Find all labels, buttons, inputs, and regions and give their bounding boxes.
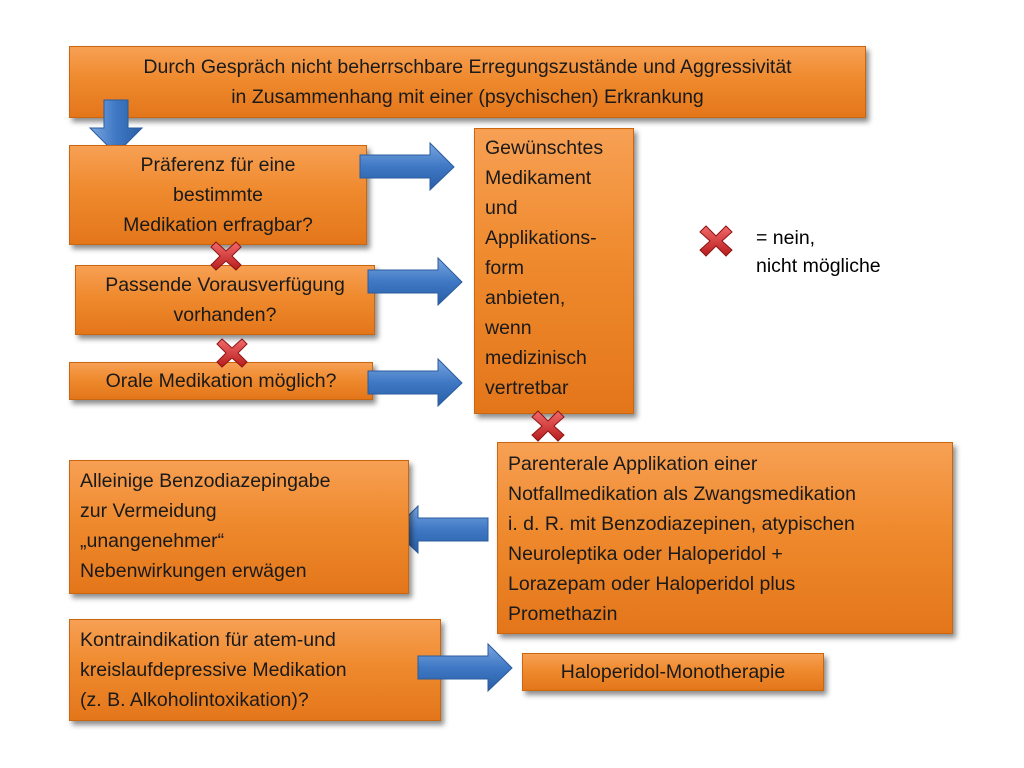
desired-line: vertretbar [485,377,569,399]
advance-directive-line2: vorhanden? [173,304,277,326]
advance-directive-node [75,265,375,335]
no-cross-icon [207,238,245,274]
benzo-line: Alleinige Benzodiazepingabe [80,470,331,492]
right-arrow-icon [368,359,464,407]
legend-text [756,224,881,280]
parenteral-line: Notfallmedikation als Zwangsmedikation [508,483,856,505]
parenteral-line: Lorazepam oder Haloperidol plus [508,573,796,595]
desired-medication-node [474,128,634,414]
desired-line: medizinisch [485,347,587,369]
benzo-line: zur Vermeidung [80,500,217,522]
start-node-line1: Durch Gespräch nicht beherrschbare Erregungszustände und Aggressivität [143,56,792,78]
start-node-line2: in Zusammenhang mit einer (psychischen) Erkrankung [231,86,704,108]
contraindication-node [69,619,441,721]
parenteral-line: Parenterale Applikation einer [508,453,758,475]
preference-node [69,145,367,245]
desired-line: Applikations- [485,227,597,249]
legend-line2: nicht mögliche [756,255,881,277]
right-arrow-icon [418,644,514,692]
right-arrow-icon [368,258,464,306]
parenteral-line: i. d. R. mit Benzodiazepinen, atypischen [508,513,855,535]
desired-line: wenn [485,317,532,339]
benzodiazepine-node [69,460,409,594]
desired-line: form [485,257,524,279]
legend-cross-icon [696,222,736,260]
desired-line: Medikament [485,167,592,189]
no-cross-icon [213,335,251,371]
contra-line: kreislaufdepressive Medikation [80,659,347,681]
haloperidol-node [522,653,824,691]
right-arrow-icon [360,143,456,191]
advance-directive-line1: Passende Vorausverfügung [105,274,345,296]
parenteral-line: Promethazin [508,603,618,625]
preference-line1: Präferenz für eine [140,154,296,176]
no-cross-icon [528,407,568,445]
oral-medication-line1: Orale Medikation möglich? [105,370,337,392]
preference-line2: bestimmte [173,184,263,206]
benzo-line: „unangenehmer“ [80,530,225,552]
parenteral-line: Neuroleptika oder Haloperidol + [508,543,783,565]
desired-line: Gewünschtes [485,137,604,159]
desired-line: und [485,197,518,219]
parenteral-node [497,442,953,634]
haloperidol-line1: Haloperidol-Monotherapie [560,661,786,683]
benzo-line: Nebenwirkungen erwägen [80,560,307,582]
preference-line3: Medikation erfragbar? [123,214,313,236]
start-node [69,46,866,118]
desired-line: anbieten, [485,287,566,309]
contra-line: (z. B. Alkoholintoxikation)? [80,689,309,711]
contra-line: Kontraindikation für atem-und [80,629,336,651]
legend-line1: = nein, [756,227,816,249]
